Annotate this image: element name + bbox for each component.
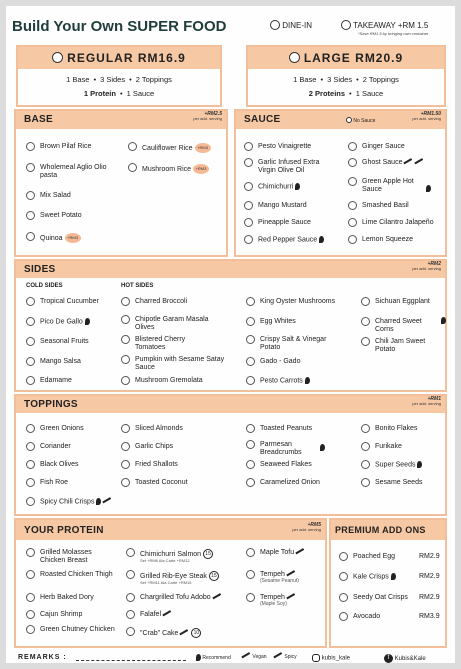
- takeaway-note: *Save RM1.5 by bringing own container: [358, 31, 429, 36]
- hot-sides-heading: HOT SIDES: [121, 283, 154, 289]
- facebook-icon: f: [384, 654, 393, 663]
- takeaway-option[interactable]: TAKEAWAY +RM 1.5: [341, 20, 428, 30]
- legend-spicy: Spicy: [272, 654, 297, 660]
- sauce-title: SAUCE: [244, 114, 281, 125]
- toppings-panel: TOPPINGS +RM1 per add. serving Green Onions Coriander Black Olives Fish Roe Spicy Chili Crisps Sliced Almonds Garlic Chips Fried Shallots Toasted Coconut Toasted Peanuts Parmesan Breadcrumbs Seaweed Flakes Caramelized Onion Bonito Flakes Furikake Super Seeds Sesame Seeds: [14, 394, 447, 516]
- regular-radio[interactable]: [52, 52, 63, 63]
- base-panel: BASE +RM2.5 per add. serving Brown Pilaf Rice Wholemeal Aglio Olio pasta Mix Salad Sweet Potato Quinoa +RM3 Cauliflower Rice +RM3 Mushroom Rice +RM3: [14, 109, 228, 257]
- facebook-handle[interactable]: f Kubis&Kale: [384, 654, 426, 663]
- toppings-title: TOPPINGS: [24, 399, 78, 410]
- salmon-badge: 15: [203, 549, 213, 559]
- instagram-handle[interactable]: kubis_kale: [312, 654, 350, 662]
- base-title: BASE: [24, 114, 53, 125]
- large-size-box[interactable]: LARGE RM20.9 1 Base • 3 Sides • 2 Toppings 2 Proteins • 1 Sauce: [246, 45, 446, 107]
- large-title: LARGE RM20.9: [303, 51, 404, 65]
- dine-in-option[interactable]: DINE-IN: [270, 20, 312, 30]
- legend-recommend: Recommend: [194, 654, 231, 661]
- menu-page: [6, 6, 455, 663]
- instagram-icon: [312, 654, 320, 662]
- vegan-icon: [241, 652, 251, 661]
- crab-badge: 10: [191, 628, 201, 638]
- remarks-label: REMARKS :: [18, 654, 67, 661]
- cold-sides-heading: COLD SIDES: [26, 283, 63, 289]
- page-title: Build Your Own SUPER FOOD: [12, 18, 227, 35]
- premium-panel: PREMIUM ADD ONS Poached Egg RM2.9 Kale Crisps RM2.9 Seedy Oat Crisps RM2.9 Avocado RM3.9: [329, 518, 447, 648]
- regular-size-box[interactable]: REGULAR RM16.9 1 Base • 3 Sides • 2 Toppings 1 Protein • 1 Sauce: [16, 45, 222, 107]
- sides-title: SIDES: [24, 264, 56, 275]
- premium-price: RM2.9: [419, 573, 440, 580]
- protein-panel: YOUR PROTEIN +RM5 per add. serving Grilled Molasses Chicken Breast Roasted Chicken Thigh Herb Baked Dory Cajun Shrimp Green Chutney Chicken Chimichurri Salmon 15 Set +RM6 Ala Carte +RM12 Grilled Rib-Eye Steak 15 Set +RM11 Ala Carte +RM15 Chargrilled Tofu Adobo Falafel "Crab" Cake 10 Maple Tofu Tempeh (Sesame Peanut) Tempeh (Maple Soy): [14, 518, 327, 648]
- premium-price: RM2.9: [419, 594, 440, 601]
- legend-vegan: Vegan: [240, 654, 267, 660]
- sauce-panel: SAUCE No Sauce +RM1.50 per add. serving Pesto Vinaigrette Garlic Infused Extra Virgin Olive Oil Chimichurri Mango Mustard Pineapple Sauce Red Pepper Sauce Ginger Sauce Ghost Sauce Green Apple Hot Sauce Smashed Basil Lime Cilantro Jalapeño Lemon Squeeze: [234, 109, 447, 257]
- sides-panel: SIDES +RM2 per add. serving COLD SIDES HOT SIDES Tropical Cucumber Pico De Gallo Seasonal Fruits Mango Salsa Edamame Charred Broccoli Chipotle Garam Masala Olives Blistered Cherry Tomatoes Pumpkin with Sesame Satay Sauce Mushroom Gremolata King Oyster Mushrooms Egg Whites Crispy Salt & Vinegar Potato Gado - Gado Pesto Carrots Sichuan Eggplant Charred Sweet Corns Chili Jam Sweet Potato: [14, 259, 447, 392]
- no-sauce-option[interactable]: No Sauce: [346, 117, 375, 124]
- protein-title: YOUR PROTEIN: [24, 525, 104, 536]
- remarks-line[interactable]: [76, 660, 186, 661]
- spicy-icon: [273, 652, 283, 661]
- premium-title: PREMIUM ADD ONS: [335, 525, 426, 535]
- recommend-icon: [196, 654, 201, 661]
- large-radio[interactable]: [289, 52, 300, 63]
- premium-price: RM3.9: [419, 613, 440, 620]
- steak-badge: 15: [209, 571, 219, 581]
- premium-price: RM2.9: [419, 553, 440, 560]
- regular-title: REGULAR RM16.9: [67, 51, 186, 65]
